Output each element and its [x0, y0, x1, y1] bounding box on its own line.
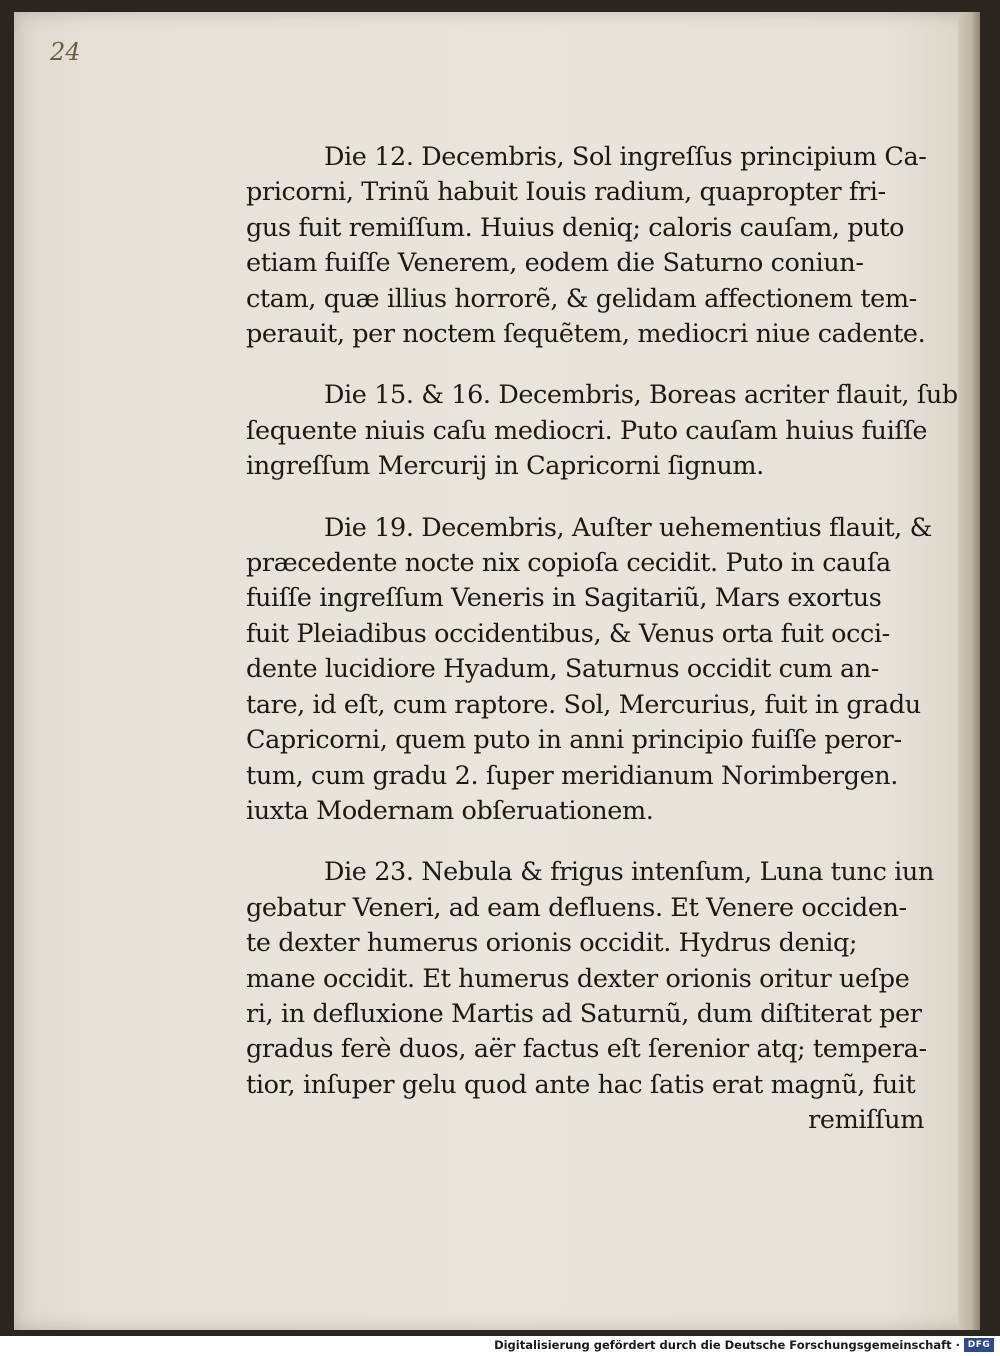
text-line: te dexter humerus orionis occidit. Hydrus deniq;: [246, 928, 858, 959]
catchword: remiſſum: [808, 1105, 924, 1136]
text-line: ſequente niuis caſu mediocri. Puto cauſam huius fuiſſe: [246, 415, 928, 446]
text-line: Die 15. & 16. Decembris, Boreas acriter flauit, ſub: [324, 380, 958, 411]
text-line: tare, id eſt, cum raptore. Sol, Mercurius, fuit in gradu: [246, 689, 921, 720]
text-line: tior, inſuper gelu quod ante hac ſatis erat magnũ, fuit: [246, 1069, 916, 1100]
paragraph-3: [246, 511, 930, 830]
text-line: præcedente nocte nix copioſa cecidit. Puto in cauſa: [246, 548, 891, 579]
text-line: gradus ferè duos, aër factus eſt ſerenior atq; tempera-: [246, 1034, 927, 1065]
page-number: 24: [50, 38, 81, 66]
text-line: Die 23. Nebula & frigus intenſum, Luna tunc iun: [324, 857, 934, 888]
digitization-footer: [0, 1336, 1000, 1356]
text-line: Die 19. Decembris, Auſter uehementius flauit, &: [324, 512, 932, 543]
text-line: Capricorni, quem puto in anni principio fuiſſe peror-: [246, 725, 902, 756]
text-line: Die 12. Decembris, Sol ingreſſus principium Ca-: [324, 142, 927, 172]
page-text: [246, 140, 958, 1165]
text-line: dente lucidiore Hyadum, Saturnus occidit cum an-: [246, 654, 880, 685]
text-line: fuit Pleiadibus occidentibus, & Venus orta fuit occi-: [246, 618, 890, 649]
funding-notice: Digitalisierung gefördert durch die Deutsche Forschungsgemeinschaft ·: [494, 1338, 960, 1352]
paragraph-2: [246, 378, 958, 484]
text-line: tum, cum gradu 2. ſuper meridianum Norimbergen.: [246, 760, 898, 791]
text-line: iuxta Modernam obſeruationem.: [246, 795, 654, 826]
text-line: gus fuit remiſſum. Huius deniq; caloris cauſam, puto: [246, 212, 905, 243]
text-line: pricorni, Trinũ habuit Iouis radium, quapropter fri-: [246, 177, 886, 208]
text-line: mane occidit. Et humerus dexter orionis oritur ueſpe: [246, 963, 910, 994]
text-line: gebatur Veneri, ad eam defluens. Et Venere occiden-: [246, 892, 907, 923]
paragraph-4: [246, 855, 934, 1138]
text-line: ingreſſum Mercurij in Capricorni ſignum.: [246, 451, 764, 482]
page-edge: [958, 12, 980, 1330]
book-page: [14, 12, 980, 1330]
paragraph-1: [246, 140, 930, 352]
text-line: etiam fuiſſe Venerem, eodem die Saturno coniun-: [246, 248, 864, 279]
text-line: perauit, per noctem ſequẽtem, mediocri niue cadente.: [246, 319, 926, 350]
text-line: ri, in defluxione Martis ad Saturnũ, dum diſtiterat per: [246, 998, 922, 1029]
dfg-logo-icon: DFG: [964, 1338, 994, 1352]
text-line: ctam, quæ illius horrorẽ, & gelidam affectionem tem-: [246, 283, 917, 314]
text-line: fuiſſe ingreſſum Veneris in Sagitariũ, Mars exortus: [246, 583, 882, 614]
